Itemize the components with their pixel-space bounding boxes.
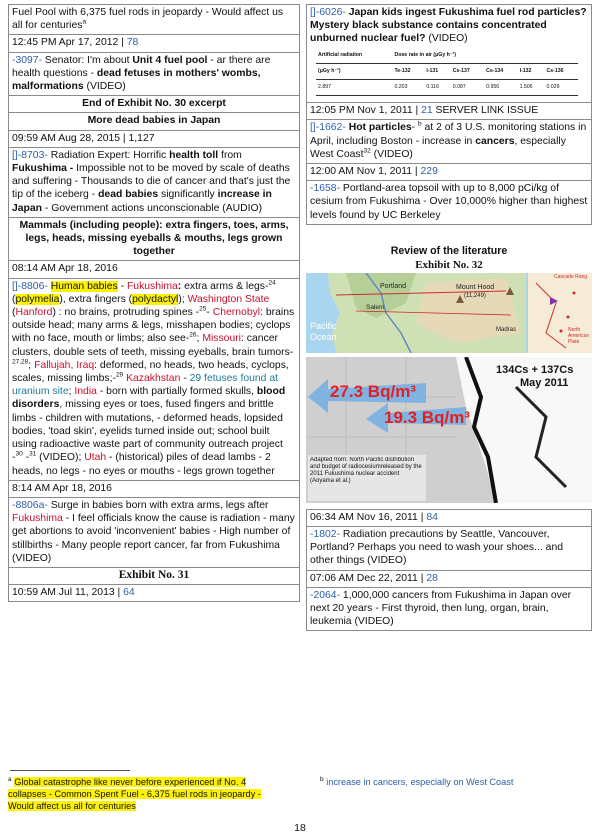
end-exhibit-30: End of Exhibit No. 30 excerpt (8, 96, 300, 113)
entry-timestamp: 09:59 AM Aug 28, 2015 | 1,127 (8, 131, 300, 148)
entry-continuation: Fuel Pool with 6,375 fuel rods in jeopardy - Would affect us all for centuries$^a$ (8, 4, 300, 35)
table-column-header: I-132 (518, 63, 545, 79)
entry-8806a: -8806a- Surge in babies born with extra arms, legs after Fukushima - I feel officials know the cause is radiation - many get abortions to avoid 'inconvenient' babies - High number of stillbirths - Many people report cancer, far from Fukushima (VIDEO) (8, 498, 300, 568)
table-cell: 1.506 (518, 80, 545, 96)
entry-8703: []-8703- Radiation Expert: Horrific health toll from Fukushima - Impossible not to be moved by scale of deaths and suffering - Thousands to die of cancer and that's just the tip of the iceberg - dead babies significantly increase in Japan - Government actions unconscionable (AUDIO) (8, 148, 300, 218)
entry-timestamp: 12:05 PM Nov 1, 2011 | 21 SERVER LINK ISSUE (306, 103, 592, 120)
entry-id-link[interactable]: []-8806- (12, 280, 48, 292)
entry-id-link[interactable]: -1802- (310, 529, 341, 541)
link-229[interactable]: 229 (420, 166, 438, 178)
chart-value-label: 27.3 Bq/m³ (330, 381, 416, 401)
map-label: Salem (366, 303, 385, 311)
table-cell: 0.029 (545, 80, 578, 96)
entry-2064: -2064- 1,000,000 cancers from Fukushima in Japan over next 20 years - First thyroid, then lung, organ, brain, leukemia (VIDEO) (306, 588, 592, 632)
table-cell: 0.203 (392, 80, 424, 96)
entry-6026: []-6026- Japan kids ingest Fukushima fuel rod particles? Mystery black substance contains concentrated unburned nuclear fuel? (VIDEO) Artificial radiation Dose rate in air (μGy h⁻¹) (μGy h⁻¹) Te-132 I-131 Cs-137 Cs-134 I-132 Cs-136 2.897 0.203 0.116 0.087 0.956 1.506 0.029 (306, 4, 592, 103)
table-header-artificial: Artificial radiation (318, 51, 363, 58)
entry-id-link[interactable]: -2064- (310, 589, 341, 601)
oregon-map-image (306, 273, 592, 353)
table-column-header: Cs-136 (545, 63, 578, 79)
entry-id-link[interactable]: -1658- (310, 183, 341, 195)
table-column-header: Cs-134 (484, 63, 517, 79)
table-cell: 0.956 (484, 80, 517, 96)
link-78[interactable]: 78 (126, 37, 139, 49)
link-64[interactable]: 64 (123, 587, 135, 599)
entry-3097: -3097- Senator: I'm about Unit 4 fuel pool - ar there are health questions - dead fetuses in mothers' wombs, malformations (VIDEO) (8, 53, 300, 97)
entry-1658: -1658- Portland-area topsoil with up to 8,000 pCi/kg of cesium from Fukushima - Over 10,000% higher than highest levels found by UC Berkeley (306, 181, 592, 225)
footnote-ref-a[interactable]: a (82, 18, 87, 26)
map-label: American (568, 332, 590, 339)
footnote-a: $^a$ Global catastrophe like never before experienced if No. 4 collapses - Common Spent Fuel - 6,375 fuel rods in jeopardy - Would affect us all for centuries (8, 775, 261, 811)
left-column (8, 4, 300, 602)
entry-id-link[interactable]: []-6026- (310, 7, 346, 18)
entry-timestamp: 07:06 AM Dec 22, 2011 | 28 (306, 571, 592, 588)
entry-timestamp: 06:34 AM Nov 16, 2011 | 84 (306, 509, 592, 527)
entry-id-link[interactable]: -3097- (12, 54, 43, 66)
exhibit-32-heading: Exhibit No. 32 (415, 258, 483, 271)
section-heading-mammals: Mammals (including people): extra fingers, toes, arms, legs, heads, missing eyeballs & mouths, legs grown together (8, 218, 300, 262)
table-cell: 2.897 (316, 80, 392, 96)
table-column-header: (μGy h⁻¹) (316, 63, 392, 79)
footnote-b: $^b$ increase in cancers, especially on West Coast (320, 775, 514, 787)
table-columns-row (316, 63, 578, 79)
footnote-divider (10, 770, 130, 771)
cesium-graphic (306, 357, 592, 503)
entry-id-link[interactable]: []-8703- (12, 149, 48, 161)
table-cell: 0.087 (451, 80, 484, 96)
exhibit-31-heading: Exhibit No. 31 (8, 568, 300, 585)
table-header-dose: Dose rate in air (μGy h⁻¹) (394, 51, 457, 58)
map-label: North (568, 326, 581, 333)
table-column-header: Cs-137 (451, 63, 484, 79)
map-label: Mount Hood (456, 283, 495, 291)
table-cell: 0.116 (424, 80, 450, 96)
chart-subtitle: May 2011 (520, 376, 569, 389)
radiation-dose-table (316, 48, 578, 97)
link-28[interactable]: 28 (426, 572, 438, 584)
right-column (306, 4, 592, 631)
entry-timestamp: 8:14 AM Apr 18, 2016 (8, 481, 300, 498)
map-label: Plate (568, 338, 580, 345)
entry-timestamp: 10:59 AM Jul 11, 2013 | 64 (8, 585, 300, 602)
review-heading: Review of the literature (390, 244, 508, 257)
table-column-header: I-131 (424, 63, 450, 79)
map-label: Pacific (310, 320, 337, 331)
entry-timestamp: 12:00 AM Nov 1, 2011 | 229 (306, 164, 592, 181)
table-values-row (316, 80, 578, 96)
map-label: (11,249) (464, 292, 486, 299)
page-number: 18 (294, 822, 306, 834)
footnote-ref-b[interactable]: b (418, 120, 422, 128)
link-21[interactable]: 21 (421, 105, 433, 117)
entry-id-link[interactable]: []-1662- (310, 122, 346, 134)
entry-1802: -1802- Radiation precautions by Seattle, Vancouver, Portland? Perhaps you need to wash your shoes... and other things (VIDEO) (306, 527, 592, 571)
chart-title: 134Cs + 137Cs (496, 363, 574, 376)
map-label: Madras (496, 326, 517, 333)
chart-value-label: 19.3 Bq/m³ (384, 407, 470, 427)
table-column-header: Te-132 (392, 63, 424, 79)
chart-credit: Adapted from: North Pacific distribution and budget of radiocesiumreleased by the 2011 Fukushima nuclear accident (Aoyama et al.) (310, 456, 422, 484)
section-heading-dead-babies: More dead babies in Japan (8, 113, 300, 130)
link-84[interactable]: 84 (426, 511, 438, 523)
map-label: Portland (380, 282, 407, 290)
entry-1662: []-1662- Hot particles- $^b$ at 2 of 3 U.S. monitoring stations in April, including Boston - increase in cancers, especially West Coast$^{32}$ (VIDEO) (306, 120, 592, 164)
entry-8806: []-8806- Human babies - Fukushima: extra arms & legs-$^{24}$ (polymelia), extra fingers (polydactyl); Washington State (Hanford) : no brains, protruding spines -$^{25}$- Chernobyl: brains outside head; many arms & legs, misshapen bodies; cyclops with no face, mouth or limbs; also see-$^{26}$; Missouri: cancer clusters, double sets of teeth, missing eyeballs, brain tumors-$^{27,28}$; Fallujah, Iraq: deformed, no heads, two heads, cyclops, scales, missing limbs;-$^{29}$ Kazakhstan - 29 fetuses found at uranium site; India - born with partially formed skulls, blood disorders, missing eyes or toes, fused fingers and brittle limbs - children with mutations, - deformed heads, lopsided bodies, 'toad skin', eyelids turned inside out; school built using radioactive waste part of community outreach project -$^{30}$ -$^{31}$ (VIDEO); Utah - (historical) piles of dead lambs - 2 heads, no legs - no eyes or mouths - legs grown together (8, 279, 300, 481)
entry-timestamp: 08:14 AM Apr 18, 2016 (8, 261, 300, 278)
cesium-distribution-image (306, 357, 592, 503)
entry-timestamp: 12:45 PM Apr 17, 2012 | 78 (8, 35, 300, 52)
entry-id-link[interactable]: -8806a- (12, 499, 48, 511)
map-label: Cascade Rang (554, 273, 588, 280)
map-graphic (306, 273, 592, 353)
map-label: Ocean (310, 331, 337, 342)
